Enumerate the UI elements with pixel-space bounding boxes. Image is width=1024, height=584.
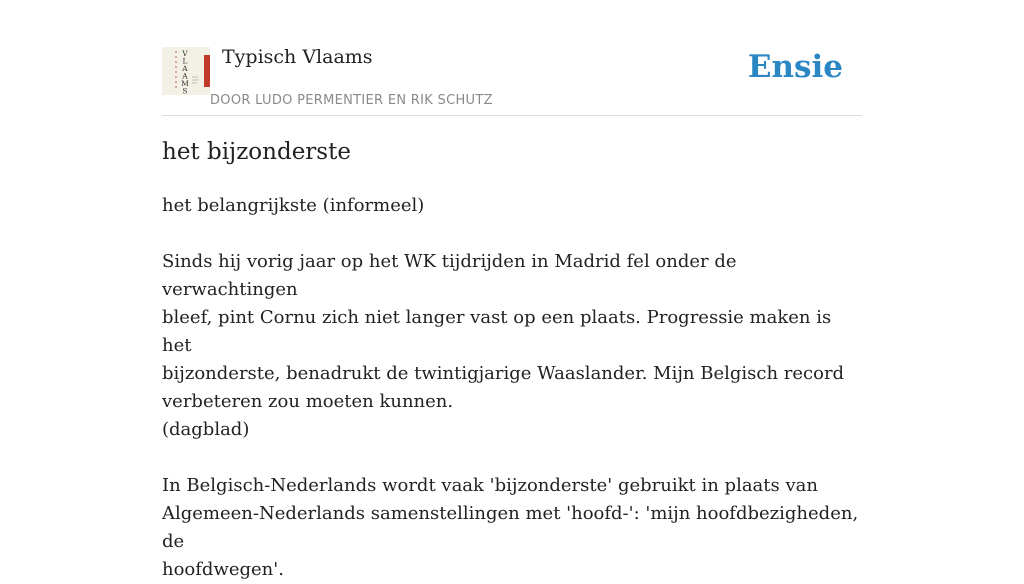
- spacer: [162, 444, 862, 472]
- entry-term: het bijzonderste: [162, 139, 351, 165]
- example-line: bleef, pint Cornu zich niet langer vast op een plaats. Progressie maken is het: [162, 307, 832, 356]
- note-line: hoofdwegen'.: [162, 559, 284, 580]
- note-line: In Belgisch-Nederlands wordt vaak 'bijzonderste' gebruikt in plaats van: [162, 475, 818, 496]
- dictionary-title[interactable]: Typisch Vlaams: [222, 46, 373, 68]
- book-cover-icon: [162, 47, 210, 95]
- dictionary-header: [162, 40, 862, 116]
- dictionary-authors: DOOR LUDO PERMENTIER EN RIK SCHUTZ: [210, 93, 493, 108]
- example-source: (dagblad): [162, 419, 250, 440]
- spacer: [162, 220, 862, 248]
- ensie-brand-logo[interactable]: Ensie: [747, 49, 843, 85]
- svg-text:VLAAMS: V L A A M S: [181, 49, 189, 96]
- example-line: Sinds hij vorig jaar op het WK tijdrijden in Madrid fel onder de verwachtingen: [162, 251, 737, 300]
- entry-note: [162, 472, 862, 584]
- entry-content: [162, 192, 862, 584]
- example-line: verbeteren zou moeten kunnen.: [162, 391, 454, 412]
- example-line: bijzonderste, benadrukt de twintigjarige Waaslander. Mijn Belgisch record: [162, 363, 845, 384]
- entry-example: [162, 248, 862, 444]
- note-line: Algemeen-Nederlands samenstellingen met 'hoofd-': 'mijn hoofdbezigheden, de: [162, 503, 859, 552]
- dictionary-logo[interactable]: [162, 47, 210, 95]
- entry-definition: het belangrijkste (informeel): [162, 195, 425, 216]
